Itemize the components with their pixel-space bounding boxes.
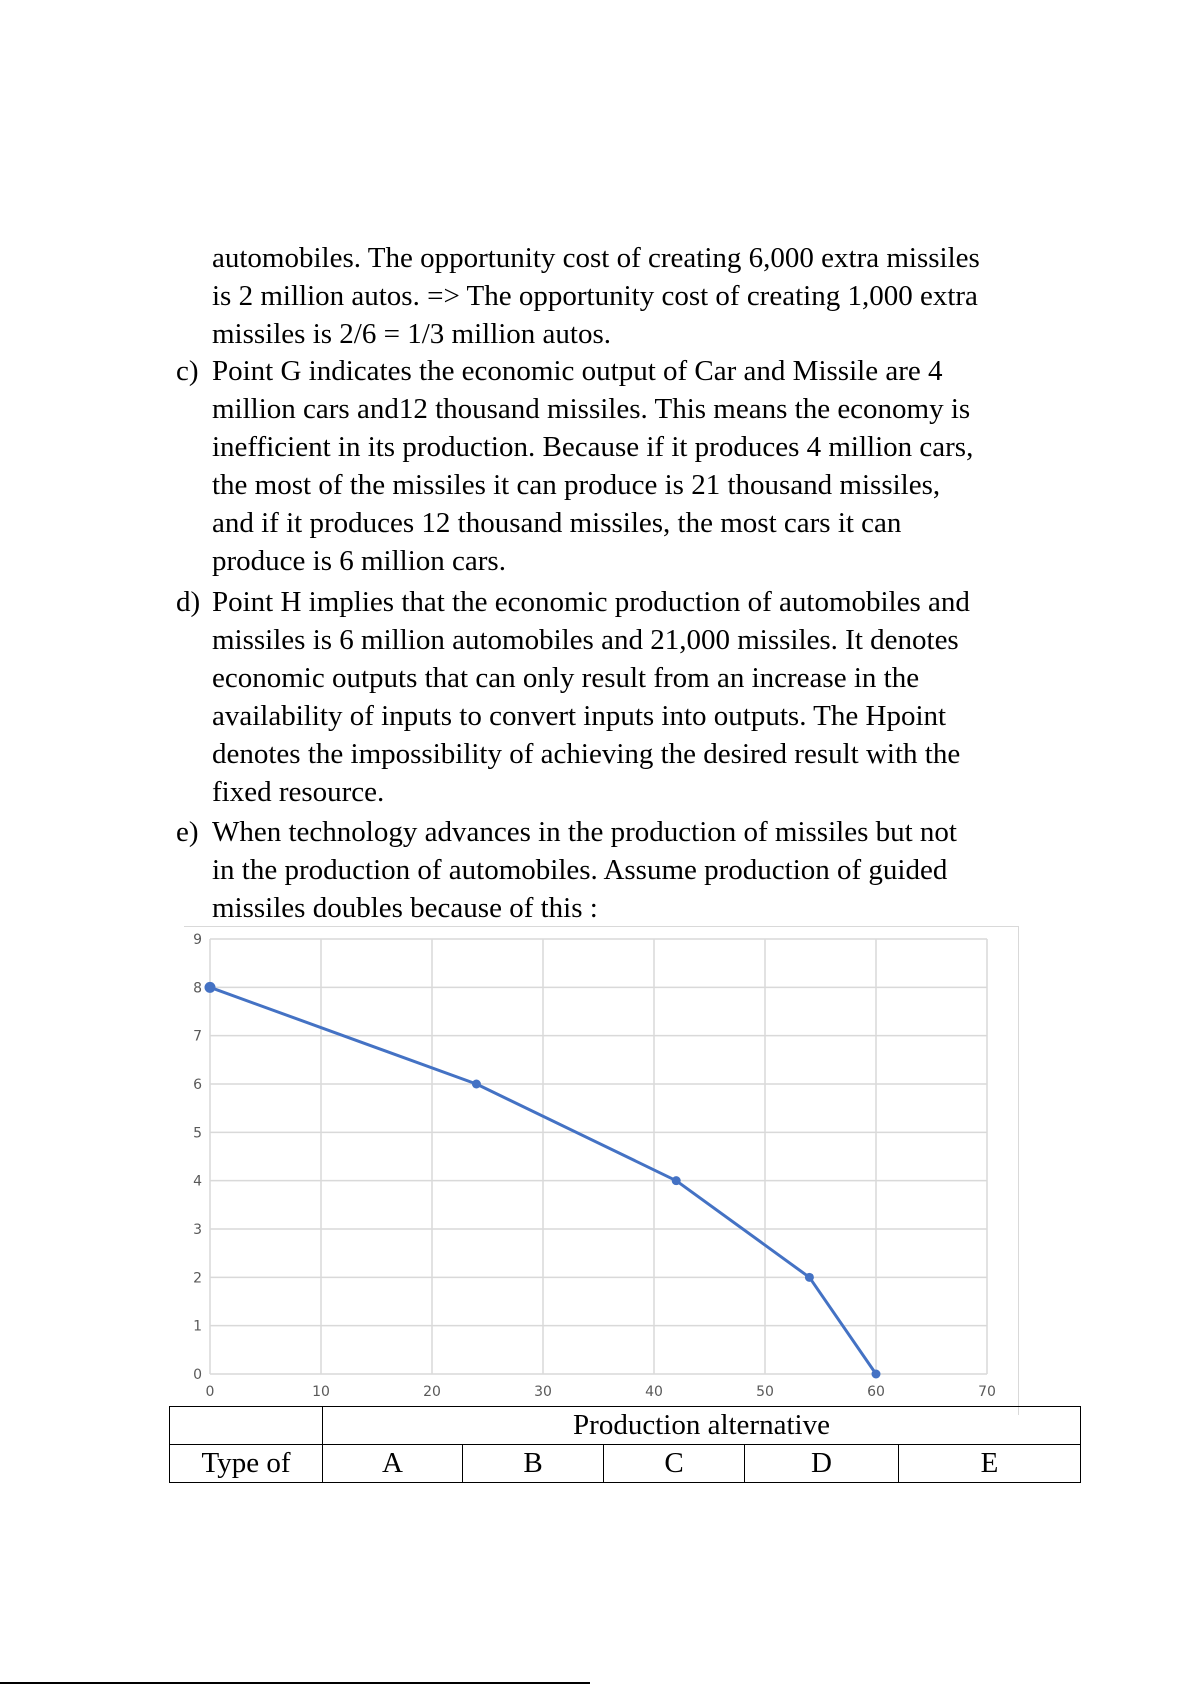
y-tick-label: 0	[193, 1367, 202, 1383]
page-bottom-rule	[0, 1682, 590, 1684]
gridlines	[210, 939, 987, 1374]
data-point	[872, 1370, 881, 1379]
y-tick-label: 2	[193, 1270, 202, 1287]
ppf-chart	[184, 926, 1019, 1415]
header-production-alternative: Production alternative	[323, 1407, 1081, 1445]
data-point	[472, 1080, 481, 1089]
text-line: is 2 million autos. => The opportunity cost of creating 1,000 extra	[212, 280, 978, 312]
item-d-text	[212, 583, 970, 811]
intro-continuation	[212, 239, 980, 353]
cell-e: E	[899, 1445, 1081, 1483]
x-tick-label: 50	[756, 1384, 774, 1400]
production-alternatives-table	[169, 1406, 1081, 1483]
text-line: missiles is 6 million automobiles and 21,000 missiles. It denotes	[212, 624, 959, 656]
text-line: missiles doubles because of this :	[212, 892, 598, 924]
table-header-row	[170, 1407, 1081, 1445]
text-line: economic outputs that can only result from an increase in the	[212, 662, 920, 694]
text-line: and if it produces 12 thousand missiles, the most cars it can	[212, 507, 902, 539]
text-line: Point G indicates the economic output of Car and Missile are 4	[212, 355, 943, 387]
data-point	[672, 1176, 681, 1185]
y-tick-label: 7	[193, 1028, 202, 1045]
x-tick-label: 60	[867, 1384, 885, 1400]
y-tick-label: 6	[193, 1077, 202, 1093]
text-line: the most of the missiles it can produce is 21 thousand missiles,	[212, 469, 941, 501]
item-e-text	[212, 813, 957, 927]
header-blank-cell	[170, 1407, 323, 1445]
x-tick-label: 20	[423, 1384, 441, 1400]
text-line: in the production of automobiles. Assume production of guided	[212, 854, 948, 886]
cell-c: C	[604, 1445, 745, 1483]
y-tick-label: 9	[193, 932, 202, 948]
text-line: automobiles. The opportunity cost of creating 6,000 extra missiles	[212, 242, 980, 274]
cell-a: A	[323, 1445, 463, 1483]
text-line: fixed resource.	[212, 776, 385, 808]
text-line: million cars and12 thousand missiles. This means the economy is	[212, 393, 971, 425]
y-tick-label: 5	[193, 1125, 202, 1142]
table-row	[170, 1445, 1081, 1483]
y-tick-label: 4	[193, 1173, 202, 1190]
text-line: availability of inputs to convert inputs into outputs. The Hpoint	[212, 700, 947, 732]
text-line: inefficient in its production. Because if it produces 4 million cars,	[212, 431, 974, 463]
text-line: When technology advances in the production of missiles but not	[212, 816, 957, 848]
x-tick-label: 0	[205, 1384, 215, 1400]
item-d-marker: d)	[176, 586, 201, 618]
item-e-marker: e)	[176, 816, 199, 848]
y-tick-label: 1	[193, 1318, 202, 1335]
x-tick-label: 30	[534, 1384, 552, 1400]
x-tick-label: 40	[645, 1384, 663, 1400]
x-tick-label: 70	[978, 1384, 996, 1400]
text-line: produce is 6 million cars.	[212, 545, 506, 577]
text-line: missiles is 2/6 = 1/3 million autos.	[212, 318, 612, 350]
x-tick-label: 10	[312, 1384, 330, 1400]
text-line: Point H implies that the economic production of automobiles and	[212, 586, 970, 618]
y-tick-label: 8	[193, 980, 202, 997]
ppf-chart-svg	[184, 927, 1018, 1415]
row-label-type-of: Type of	[170, 1445, 323, 1483]
y-tick-label: 3	[193, 1222, 202, 1238]
item-c-marker: c)	[176, 355, 199, 387]
data-point	[205, 982, 216, 993]
cell-b: B	[463, 1445, 604, 1483]
cell-d: D	[745, 1445, 899, 1483]
item-c-text	[212, 352, 973, 580]
data-point	[805, 1273, 814, 1282]
text-line: denotes the impossibility of achieving the desired result with the	[212, 738, 961, 770]
